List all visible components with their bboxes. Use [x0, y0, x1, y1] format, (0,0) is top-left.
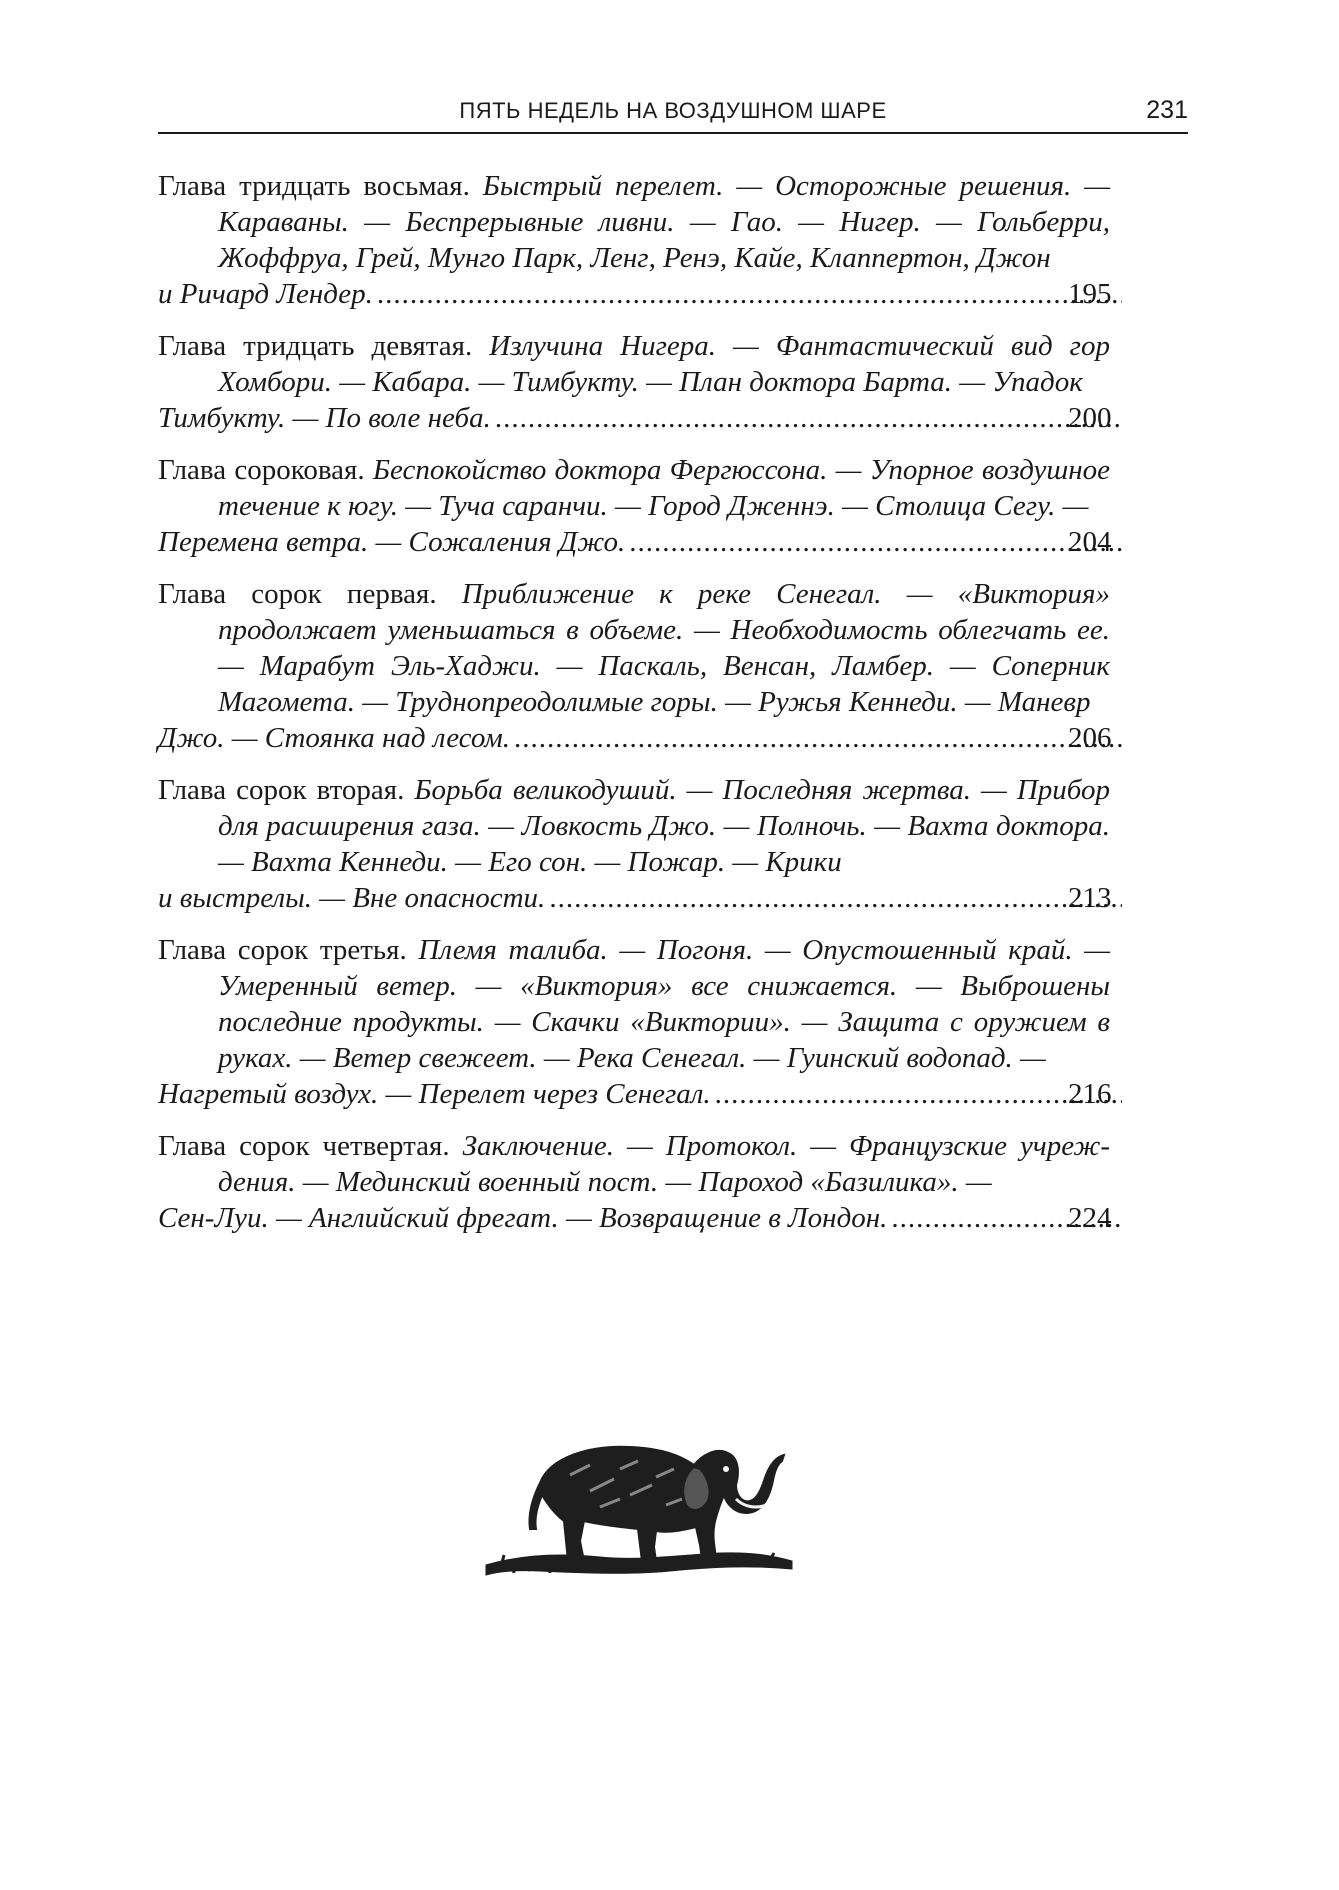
chapter-description: Племя талиба. — Погоня. — Опустошенный край. — Умеренный ветер. — «Виктория» все снижается. — Выброшены последние продукты. — Скачки «Виктории». — Защита с оружием в руках. — Ветер свежеет. — Река Сенегал. — Гуинский водопад. — [218, 934, 1110, 1074]
dot-leader [549, 880, 1122, 916]
chapter-description-end: Тимбукту. — По воле неба. [158, 402, 491, 434]
dot-leader [715, 1076, 1122, 1112]
toc-entry [158, 452, 1188, 560]
chapter-description: Заключение. — Протокол. — Французские учреж-дения. — Мединский военный пост. — Пароход «Базилика». — [218, 1130, 1110, 1198]
dot-leader [377, 276, 1122, 312]
dot-leader [495, 400, 1122, 436]
toc-entry [158, 168, 1188, 312]
toc-entry [158, 328, 1188, 436]
running-title: ПЯТЬ НЕДЕЛЬ НА ВОЗДУШНОМ ШАРЕ [459, 98, 887, 123]
dot-leader [629, 524, 1122, 560]
chapter-description: Излучина Нигера. — Фантастический вид гор Хомбори. — Кабара. — Тимбукту. — План доктора Барта. — Упадок [218, 330, 1110, 398]
chapter-label: Глава тридцать восьмая. [158, 170, 470, 202]
chapter-description: Приближение к реке Сенегал. — «Виктория» продолжает уменьшаться в объеме. — Необходимость облегчать ее. — Марабут Эль-Хаджи. — Паскаль, Венсан, Ламбер. — Соперник Магомета. — Труднопреодолимые горы. — Ружья Кеннеди. — Маневр [218, 578, 1111, 718]
table-of-contents [158, 168, 1188, 1252]
chapter-label: Глава сорок четвертая. [158, 1130, 450, 1162]
elephant-icon [480, 1395, 820, 1595]
elephant-illustration [480, 1395, 820, 1595]
chapter-description: Беспокойство доктора Фергюссона. — Упорное воздушное течение к югу. — Туча саранчи. — Город Дженнэ. — Столица Сегу. — [218, 454, 1110, 522]
chapter-label: Глава тридцать девятая. [158, 330, 473, 362]
dot-leader [514, 720, 1122, 756]
toc-entry [158, 932, 1188, 1112]
chapter-description-end: Нагретый воздух. — Перелет через Сенегал. [158, 1078, 711, 1110]
toc-entry [158, 772, 1188, 916]
chapter-label: Глава сорок вторая. [158, 774, 405, 806]
chapter-description: Быстрый перелет. — Осторожные решения. — Караваны. — Беспрерывные ливни. — Гао. — Нигер. — Гольберри, Жоффруа, Грей, Мунго Парк, Ленг, Ренэ, Кайе, Клаппертон, Джон [218, 170, 1110, 274]
chapter-label: Глава сорок третья. [158, 934, 407, 966]
toc-page-number: 213 [1068, 882, 1112, 914]
chapter-label: Глава сорок первая. [158, 578, 437, 610]
running-head [158, 96, 1188, 134]
chapter-description-end: Сен-Луи. — Английский фрегат. — Возвращение в Лондон. [158, 1202, 888, 1234]
toc-entry [158, 1128, 1188, 1236]
toc-page-number: 195 [1068, 278, 1112, 310]
chapter-description-end: Джо. — Стоянка над лесом. [158, 722, 510, 754]
toc-page-number: 200 [1068, 402, 1112, 434]
chapter-description: Борьба великодуший. — Последняя жертва. — Прибор для расширения газа. — Ловкость Джо. — Полночь. — Вахта доктора. — Вахта Кеннеди. — Его сон. — Пожар. — Крики [218, 774, 1111, 878]
chapter-description-end: и выстрелы. — Вне опасности. [158, 882, 546, 914]
page-number: 231 [1146, 96, 1188, 124]
chapter-description-end: и Ричард Лендер. [158, 278, 373, 310]
toc-page-number: 216 [1068, 1078, 1112, 1110]
toc-page-number: 204 [1068, 526, 1112, 558]
toc-entry [158, 576, 1188, 756]
toc-page-number: 206 [1068, 722, 1112, 754]
toc-page-number: 224 [1068, 1202, 1112, 1234]
chapter-label: Глава сороковая. [158, 454, 365, 486]
chapter-description-end: Перемена ветра. — Сожаления Джо. [158, 526, 626, 558]
